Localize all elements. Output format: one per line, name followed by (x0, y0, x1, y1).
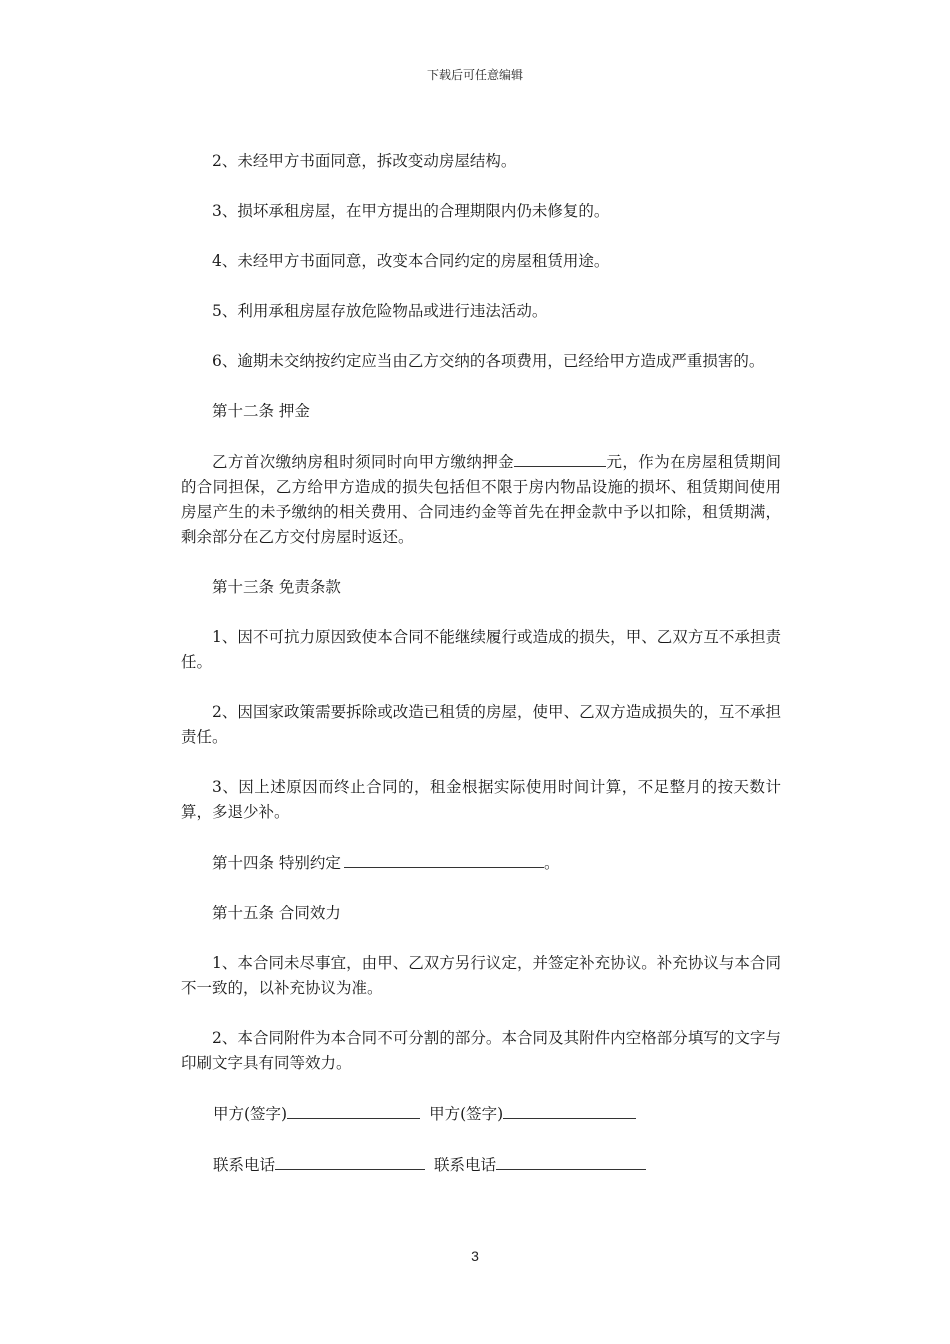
signature-blank-right[interactable] (503, 1101, 636, 1119)
page-header: 下载后可任意编辑 (426, 68, 523, 82)
clause-item: 3、损坏承租房屋，在甲方提出的合理期限内仍未修复的。 (212, 202, 610, 220)
clause-item: 1、本合同未尽事宜，由甲、乙双方另行议定，并签定补充协议。补充协议与本合同不一致的，以补充协议为准。 (181, 954, 781, 997)
article-heading-validity: 第十五条 合同效力 (212, 904, 341, 922)
special-agreement-blank[interactable] (344, 850, 544, 868)
special-agreement-end: 。 (543, 854, 560, 872)
contract-body (181, 149, 781, 1203)
deposit-text-before: 乙方首次缴纳房租时须同时向甲方缴纳押金 (212, 453, 515, 471)
deposit-amount-blank[interactable] (514, 449, 606, 467)
deposit-paragraph (181, 449, 781, 550)
clause-item: 2、因国家政策需要拆除或改造已租赁的房屋，使甲、乙双方造成损失的，互不承担责任。 (181, 703, 781, 746)
contact-label-right: 联系电话 (434, 1156, 497, 1174)
contact-label-left: 联系电话 (213, 1156, 276, 1174)
special-agreement-label: 第十四条 特别约定 (212, 854, 341, 872)
contact-row (181, 1152, 781, 1178)
clause-item: 2、未经甲方书面同意，拆改变动房屋结构。 (212, 152, 517, 170)
clause-item: 1、因不可抗力原因致使本合同不能继续履行或造成的损失，甲、乙双方互不承担责任。 (181, 628, 781, 671)
clause-item: 2、本合同附件为本合同不可分割的部分。本合同及其附件内空格部分填写的文字与印刷文字具有同等效力。 (181, 1029, 781, 1072)
signature-label-right: 甲方(签字) (429, 1105, 504, 1123)
page-number: 3 (471, 1248, 479, 1264)
deposit-text-after: 元，作为在房屋租赁期间的合同担保，乙方给甲方造成的损失包括但不限于房内物品设施的损坏、租赁期间使用房屋产生的未予缴纳的相关费用、合同违约金等首先在押金款中予以扣除，租赁期满，剩余部分在乙方交付房屋时返还。 (181, 453, 781, 546)
article-heading-deposit: 第十二条 押金 (212, 402, 310, 420)
contact-blank-left[interactable] (275, 1152, 425, 1170)
contact-blank-right[interactable] (496, 1152, 646, 1170)
signature-blank-left[interactable] (287, 1101, 420, 1119)
article-heading-exemption: 第十三条 免责条款 (212, 578, 341, 596)
clause-item: 3、因上述原因而终止合同的，租金根据实际使用时间计算，不足整月的按天数计算，多退少补。 (181, 778, 781, 821)
special-agreement (181, 850, 781, 876)
clause-item: 5、利用承租房屋存放危险物品或进行违法活动。 (212, 302, 548, 320)
clause-item: 6、逾期未交纳按约定应当由乙方交纳的各项费用，已经给甲方造成严重损害的。 (212, 352, 765, 370)
signature-label-left: 甲方(签字) (213, 1105, 288, 1123)
signature-row (181, 1101, 781, 1127)
clause-item: 4、未经甲方书面同意，改变本合同约定的房屋租赁用途。 (212, 252, 610, 270)
